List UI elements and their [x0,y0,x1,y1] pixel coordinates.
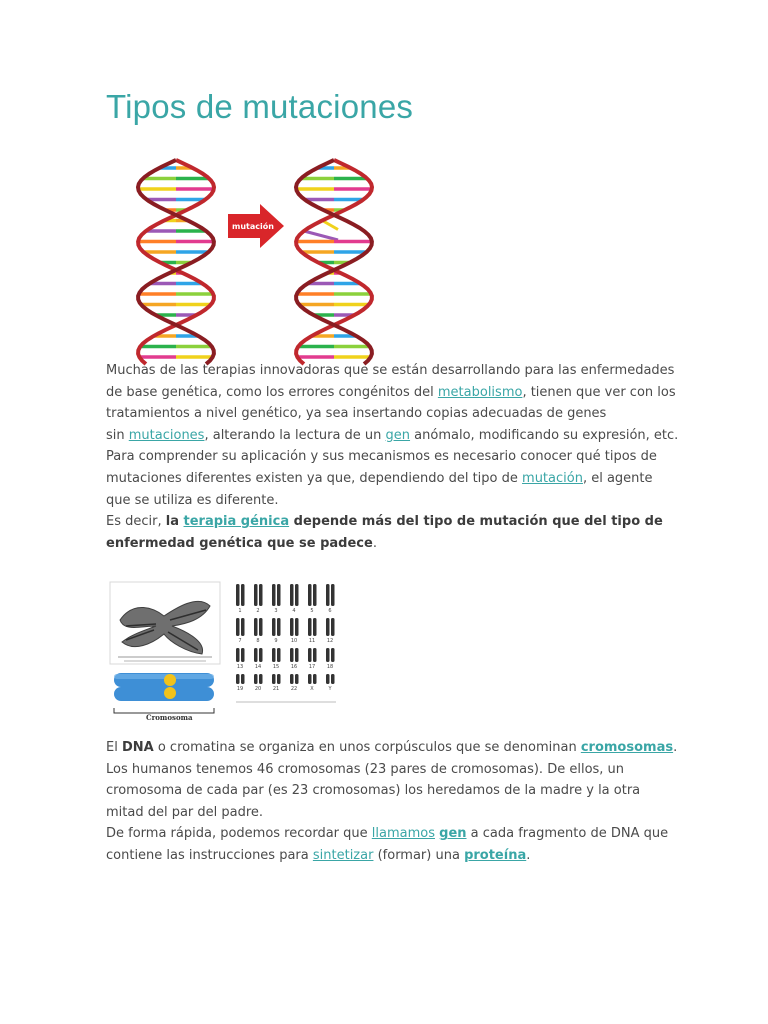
chromosome-mark [272,674,276,684]
chromosome-mark [326,584,330,606]
karyotype-number: 1 [238,608,242,614]
text-line: Muchas de las terapias innovadoras que se están desarrollando para las enfermedades [106,363,675,378]
text-span: de base genética, como los errores congénitos del [106,384,438,400]
chromosome-mark [313,584,317,606]
chromosome-mark [308,584,312,606]
text-line: tratamientos a nivel genético, ya sea insertando copias adecuadas de genes [106,406,607,422]
paragraph-intro [106,360,679,554]
text-line: que se utiliza es diferente. [106,492,279,508]
base-pair [304,231,338,240]
karyotype-number: 10 [290,638,298,644]
mutation-arrow-icon [228,204,284,248]
dna-helix-normal [138,160,214,364]
karyotype-number: 16 [290,664,298,670]
chromosome-mark [313,618,317,636]
chromatin-micrograph [110,582,220,664]
link-terapia-genica[interactable]: terapia génica [183,514,290,530]
bold-text: DNA [121,740,154,755]
chromosome-mark [331,584,335,606]
chromosome-diagram [114,673,214,720]
paragraph-dna [106,737,678,867]
chromosome-caption: Cromosoma [146,713,193,720]
chromosome-mark [290,648,294,662]
text-line: mitad del par del padre. [106,804,264,820]
text-span: , el agente [582,470,653,486]
text-span: , alterando la lectura de un [204,427,386,443]
text-span: anómalo, modificando su expresión, etc. [410,427,679,443]
chromosome-karyotype-illustration [106,580,346,720]
chromosome-mark [331,618,335,636]
chromosome-mark [277,674,281,684]
page-title: Tipos de mutaciones [106,88,414,125]
dna-mutation-illustration [112,152,412,374]
karyotype-number: 18 [326,664,334,670]
karyotype-number: 11 [308,638,316,644]
chromosome-mark [313,674,317,684]
text-span: o cromatina se organiza en unos corpúsculos que se denominan [153,740,581,755]
karyotype-number: 21 [272,686,280,692]
chromosome-mark [259,674,263,684]
bold-text: la [165,514,184,530]
karyotype-number: 17 [308,664,316,670]
karyotype-number: 22 [290,686,298,692]
text-span: contiene las instrucciones para [106,847,313,863]
karyotype-number: 5 [310,608,314,614]
text-span: . [372,535,377,551]
karyotype-number: 12 [326,638,334,644]
chromosome-mark [236,674,240,684]
chromosome-mark [295,648,299,662]
text-line: cromosoma de cada par (es 23 cromosomas) los heredamos de la madre y la otra [106,783,641,799]
link-gen-2[interactable]: gen [439,826,467,842]
text-span: . [526,847,531,863]
text-span: De forma rápida, podemos recordar que [106,826,372,842]
chromosome-mark [326,674,330,684]
chromosome-mark [277,618,281,636]
chromosome-mark [308,648,312,662]
chromosome-mark [326,648,330,662]
link-metabolismo[interactable]: metabolismo [437,384,523,400]
karyotype-number: 7 [238,638,242,644]
chromosome-mark [272,648,276,662]
karyotype-number: 2 [256,608,260,614]
text-span: Es decir, [106,514,166,530]
chromosome-mark [295,618,299,636]
karyotype-number: 6 [328,608,332,614]
karyotype-grid [236,584,336,702]
text-span: , tienen que ver con los [522,384,676,400]
chromosome-mark [241,618,245,636]
karyotype-number: 4 [292,608,296,614]
karyotype-number: Y [328,686,332,692]
text-span: El [106,740,122,755]
chromosome-mark [236,584,240,606]
mutation-arrow-label: mutación [232,222,274,231]
dna-helix-mutated [296,160,372,364]
karyotype-number: 20 [254,686,262,692]
karyotype-number: X [310,686,314,692]
link-gen[interactable]: gen [385,427,411,443]
base-pair [322,221,338,230]
chromosome-mark [241,648,245,662]
chromosome-mark [259,618,263,636]
karyotype-number: 15 [272,664,280,670]
link-proteina[interactable]: proteína [464,847,527,863]
chromosome-mark [331,674,335,684]
chromosome-mark [295,674,299,684]
text-line: Para comprender su aplicación y sus mecanismos es necesario conocer qué tipos de [106,449,657,465]
link-mutaciones[interactable]: mutaciones [128,427,205,443]
chromosome-mark [254,618,258,636]
bold-text: depende más del tipo de mutación que del tipo de [289,514,663,530]
chromosome-mark [259,584,263,606]
chromosome-mark [277,584,281,606]
text-line: Los humanos tenemos 46 cromosomas (23 pares de cromosomas). De ellos, un [106,761,625,777]
chromosome-mark [277,648,281,662]
text-span: . [673,740,678,755]
chromosome-mark [236,648,240,662]
chromosome-mark [290,618,294,636]
chromosome-mark [236,618,240,636]
chromosome-mark [272,618,276,636]
chromosome-mark [254,674,258,684]
text-span: sin [106,427,129,443]
karyotype-number: 8 [256,638,260,644]
karyotype-number: 14 [254,664,262,670]
karyotype-number: 13 [236,664,244,670]
chromosome-mark [308,674,312,684]
chromosome-mark [241,584,245,606]
link-llamamos[interactable]: llamamos [371,826,435,842]
chromosome-mark [290,584,294,606]
bold-text: enfermedad genética que se padece [106,535,373,551]
karyotype-number: 19 [236,686,244,692]
chromosome-mark [331,648,335,662]
chromosome-mark [259,648,263,662]
chromosome-mark [290,674,294,684]
text-span: (formar) una [373,847,465,863]
text-span: mutaciones diferentes existen ya que, dependiendo del tipo de [106,470,523,486]
karyotype-number: 3 [274,608,278,614]
link-sintetizar[interactable]: sintetizar [312,847,374,863]
chromosome-mark [295,584,299,606]
chromosome-mark [326,618,330,636]
text-span: a cada fragmento de DNA que [466,826,669,842]
karyotype-number: 9 [274,638,278,644]
chromosome-mark [272,584,276,606]
chromosome-mark [313,648,317,662]
chromosome-mark [254,584,258,606]
link-mutacion[interactable]: mutación [522,470,583,486]
chromosome-mark [241,674,245,684]
link-cromosomas[interactable]: cromosomas [580,740,674,755]
chromosome-mark [308,618,312,636]
chromosome-mark [254,648,258,662]
